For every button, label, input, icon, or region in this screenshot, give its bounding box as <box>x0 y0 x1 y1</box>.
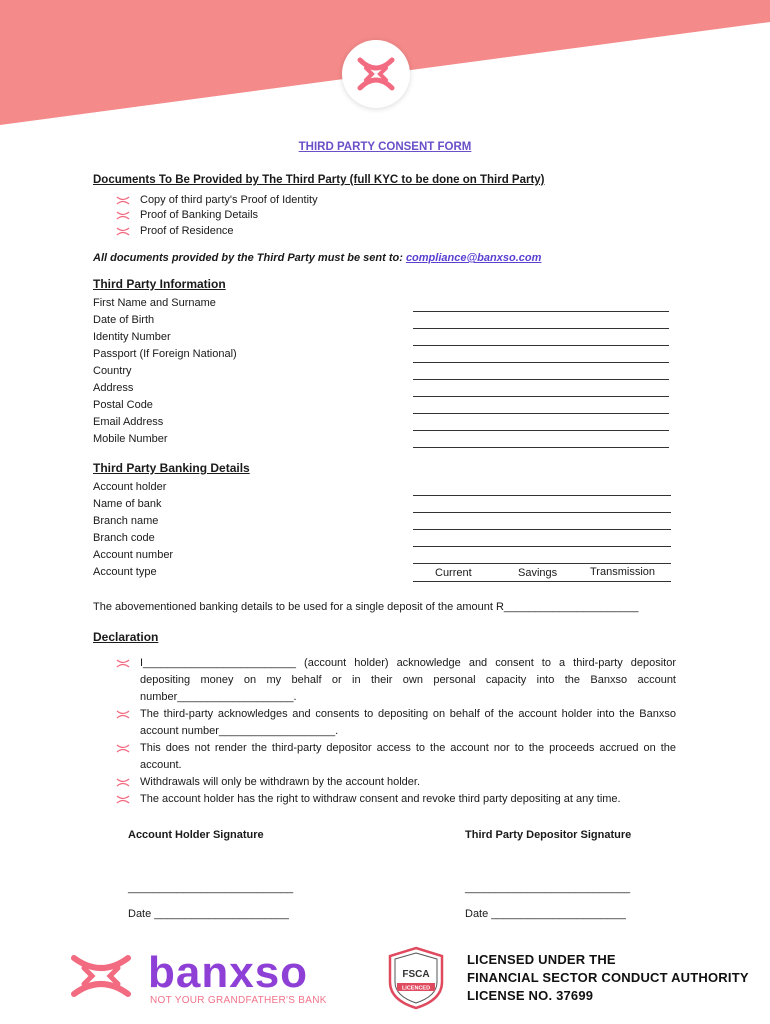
documents-heading: Documents To Be Provided by The Third Party (full KYC to be done on Third Party) <box>93 174 545 186</box>
bullet-x-icon <box>116 795 130 804</box>
fill-line-branch-name[interactable] <box>413 529 671 530</box>
field-label: Postal Code <box>93 399 153 411</box>
list-item <box>116 225 234 237</box>
depositor-date[interactable]: Date ______________________ <box>465 908 626 920</box>
declaration-item: The third-party acknowledges and consents to depositing on behalf of the account holder into the Banxso account number___________________. <box>140 708 676 737</box>
send-text: All documents provided by the Third Party must be sent to: <box>93 252 403 264</box>
list-item <box>116 655 676 706</box>
banking-heading: Third Party Banking Details <box>93 461 250 475</box>
send-instructions <box>93 252 541 264</box>
account-type-transmission[interactable]: Transmission <box>590 566 655 578</box>
fsca-badge-icon <box>387 946 445 1010</box>
fill-line-dob[interactable] <box>413 328 669 329</box>
document-item: Copy of third party's Proof of Identity <box>140 194 318 206</box>
fill-line-branch-code[interactable] <box>413 546 671 547</box>
form-title: THIRD PARTY CONSENT FORM <box>298 141 472 153</box>
fill-line-email[interactable] <box>413 430 669 431</box>
field-label: Name of bank <box>93 498 162 510</box>
banxso-logo-icon <box>70 952 132 1000</box>
list-item <box>116 740 676 774</box>
field-label: Account holder <box>93 481 167 493</box>
document-item: Proof of Residence <box>140 225 234 237</box>
fill-line-mobile[interactable] <box>413 447 669 448</box>
declaration-heading: Declaration <box>93 630 159 644</box>
bullet-x-icon <box>116 211 130 220</box>
field-label: First Name and Surname <box>93 297 216 309</box>
fill-line-account-number[interactable] <box>413 563 671 564</box>
license-line-3: LICENSE NO. 37699 <box>467 988 594 1003</box>
declaration-list <box>116 655 676 808</box>
field-label: Branch name <box>93 515 159 527</box>
bullet-x-icon <box>116 196 130 205</box>
declaration-item: The account holder has the right to withdraw consent and revoke third party depositing at any time. <box>140 793 621 805</box>
field-label: Passport (If Foreign National) <box>93 348 237 360</box>
account-type-savings[interactable]: Savings <box>518 567 558 579</box>
bullet-x-icon <box>116 744 130 753</box>
fill-line-name[interactable] <box>413 311 669 312</box>
depositor-signature-heading: Third Party Depositor Signature <box>465 829 632 841</box>
fill-line-account-holder[interactable] <box>413 495 671 496</box>
fill-line-account-type[interactable] <box>413 581 671 582</box>
declaration-item: This does not render the third-party depositor access to the account nor to the proceeds accrued on the account. <box>140 742 676 771</box>
fill-line-address[interactable] <box>413 396 669 397</box>
account-holder-signature-heading: Account Holder Signature <box>128 829 264 841</box>
declaration-item: I_________________________ (account holder) acknowledge and consent to a third-party depositor depositing money on my behalf or in their own personal capacity into the Banxso account number___________________. <box>140 657 676 703</box>
fill-line-bank-name[interactable] <box>413 512 671 513</box>
list-item <box>116 194 318 206</box>
field-label: Account type <box>93 566 157 578</box>
fsca-badge-sub: LICENCED <box>401 985 431 992</box>
list-item <box>116 209 258 221</box>
fill-line-country[interactable] <box>413 379 669 380</box>
license-line-2: FINANCIAL SECTOR CONDUCT AUTHORITY <box>467 970 749 985</box>
brand-name: banxso <box>148 948 309 997</box>
fsca-badge-label: FSCA <box>402 969 430 980</box>
list-item <box>116 791 676 808</box>
compliance-email-link[interactable]: compliance@banxso.com <box>405 252 542 264</box>
brand-tagline: NOT YOUR GRANDFATHER'S BANK <box>150 995 327 1006</box>
account-type-current[interactable]: Current <box>435 567 472 579</box>
declaration-item: Withdrawals will only be withdrawn by the account holder. <box>140 776 421 788</box>
depositor-signature-line[interactable]: ___________________________ <box>465 882 631 894</box>
field-label: Address <box>93 382 134 394</box>
license-line-1: LICENSED UNDER THE <box>467 952 616 967</box>
account-holder-signature-line[interactable]: ___________________________ <box>128 882 294 894</box>
field-label: Email Address <box>93 416 164 428</box>
deposit-statement: The abovementioned banking details to be used for a single deposit of the amount R______________________ <box>93 601 639 613</box>
list-item <box>116 774 676 791</box>
document-item: Proof of Banking Details <box>140 209 259 221</box>
banxso-x-icon <box>356 54 396 94</box>
field-label: Branch code <box>93 532 155 544</box>
bullet-x-icon <box>116 710 130 719</box>
fill-line-id-number[interactable] <box>413 345 669 346</box>
field-label: Account number <box>93 549 174 561</box>
field-label: Date of Birth <box>93 314 155 326</box>
field-label: Identity Number <box>93 331 171 343</box>
header-logo <box>342 40 410 108</box>
field-label: Mobile Number <box>93 433 168 445</box>
bullet-x-icon <box>116 778 130 787</box>
account-holder-date[interactable]: Date ______________________ <box>128 908 289 920</box>
third-party-info-heading: Third Party Information <box>93 277 226 291</box>
bullet-x-icon <box>116 227 130 236</box>
bullet-x-icon <box>116 659 130 668</box>
fill-line-passport[interactable] <box>413 362 669 363</box>
field-label: Country <box>93 365 132 377</box>
fill-line-postal-code[interactable] <box>413 413 669 414</box>
list-item <box>116 706 676 740</box>
